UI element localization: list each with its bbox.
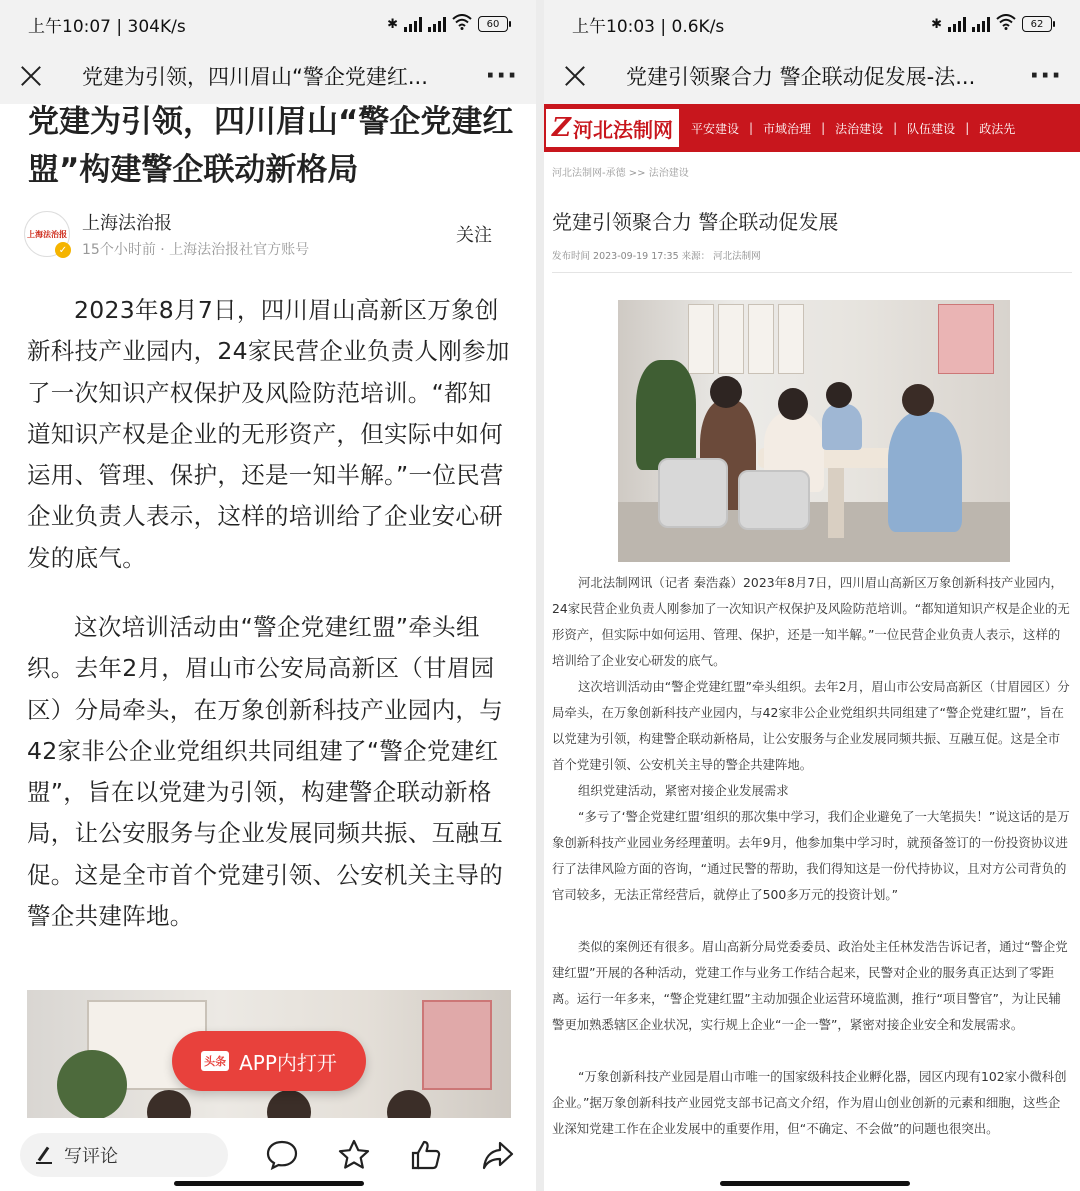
article-subheading: 组织党建活动，紧密对接企业发展需求 <box>578 783 789 798</box>
author-info <box>82 209 456 259</box>
photo-board <box>688 304 714 374</box>
wifi-icon <box>996 14 1016 34</box>
more-menu-button[interactable]: ··· <box>1029 61 1062 91</box>
right-screenshot <box>544 0 1080 1191</box>
status-bar <box>544 0 1080 48</box>
follow-button[interactable]: 关注 <box>456 225 492 246</box>
nav-item[interactable]: 队伍建设 <box>907 121 956 136</box>
photo-poster <box>938 304 994 374</box>
page-title: 党建引领聚合力 警企联动促发展-法... <box>626 65 976 89</box>
site-logo-mark-icon: Z <box>552 113 571 143</box>
status-time: 上午10:03 | 0.6K/s <box>572 16 725 37</box>
home-indicator[interactable] <box>720 1181 910 1186</box>
photo-table-leg <box>828 468 844 538</box>
article-paragraph: “多亏了‘警企党建红盟’组织的那次集中学习，我们企业避免了一大笔损失！”说这话的是万象创新科技产业园业务经理董明。去年9月，他参加集中学习时，就预备签订的一份投资协议进行了法律风险方面的咨询，“通过民警的帮助，我们得知这是一份代持协议，且对方公司背负的官司较多，无法正常经营后，就停止了500多万元的投资计划。” <box>552 809 1070 902</box>
open-in-app-label: APP内打开 <box>239 1050 337 1075</box>
signal-icon <box>948 16 966 32</box>
star-icon[interactable] <box>336 1137 372 1173</box>
site-logo[interactable] <box>546 109 679 147</box>
home-indicator[interactable] <box>174 1181 364 1186</box>
site-nav <box>691 120 1015 137</box>
site-logo-text: 河北法制网 <box>572 117 673 142</box>
photo-wall-poster <box>422 1000 492 1090</box>
status-bar <box>0 0 536 48</box>
article-headline: 党建为引领，四川眉山“警企党建红盟”构建警企联动新格局 <box>28 104 514 188</box>
close-icon[interactable] <box>18 63 44 89</box>
photo-person <box>267 1090 311 1118</box>
photo-person <box>822 404 862 450</box>
status-icons <box>387 14 508 34</box>
battery-icon: 62 <box>1022 16 1052 32</box>
breadcrumb[interactable]: 河北法制网-承德 >> 法治建设 <box>552 168 689 179</box>
article-paragraph: 这次培训活动由“警企党建红盟”牵头组织。去年2月，眉山市公安局高新区（甘眉园区）分局牵头，在万象创新科技产业园内，与42家非公企业党组织共同组建了“警企党建红盟”，旨在以党建为引领，构建警企联动新格局，让公安服务与企业发展同频共振、互融互促。这是全市首个党建引领、公安机关主导的警企共建阵地。 <box>552 679 1070 772</box>
more-menu-button[interactable]: ··· <box>485 61 518 91</box>
avatar-text: 上海法治报 <box>27 229 67 239</box>
panel-divider <box>536 0 544 1191</box>
nav-separator: | <box>893 121 898 135</box>
status-icons <box>931 14 1052 34</box>
battery-icon: 60 <box>478 16 508 32</box>
photo-person-head <box>710 376 742 408</box>
nav-item[interactable]: 政法先 <box>979 121 1016 136</box>
photo-person <box>387 1090 431 1118</box>
wifi-icon <box>452 14 472 34</box>
title-bar <box>0 48 536 104</box>
nav-separator: | <box>749 121 754 135</box>
article-meta: 发布时间 2023-09-19 17:35 来源： 河北法制网 <box>552 251 761 262</box>
photo-board <box>718 304 744 374</box>
nav-item[interactable]: 法治建设 <box>835 121 884 136</box>
signal-icon-2 <box>428 16 446 32</box>
nav-separator: | <box>965 121 970 135</box>
photo-person-head <box>902 384 934 416</box>
author-row <box>24 208 514 260</box>
photo-board <box>748 304 774 374</box>
comment-bubble-icon[interactable] <box>264 1137 300 1173</box>
thumbs-up-icon[interactable] <box>408 1137 444 1173</box>
nav-item[interactable]: 市域治理 <box>763 121 812 136</box>
photo-board <box>778 304 804 374</box>
nav-separator: | <box>821 121 826 135</box>
signal-icon <box>404 16 422 32</box>
bluetooth-icon: ✱ <box>387 16 398 32</box>
share-icon[interactable] <box>480 1137 516 1173</box>
verified-badge-icon: ✓ <box>55 242 71 258</box>
nav-item[interactable]: 平安建设 <box>690 121 739 136</box>
photo-chair <box>738 470 810 530</box>
status-time: 上午10:07 | 304K/s <box>28 16 186 37</box>
photo-plant <box>636 360 696 470</box>
page-title: 党建为引领，四川眉山“警企党建红... <box>82 65 428 89</box>
article-title: 党建引领聚合力 警企联动促发展 <box>552 210 839 234</box>
avatar[interactable] <box>24 211 70 257</box>
photo-chair <box>658 458 728 528</box>
comment-placeholder: 写评论 <box>64 1145 118 1167</box>
article-paragraph: “万象创新科技产业园是眉山市唯一的国家级科技企业孵化器，园区内现有102家小微科创企业。”据万象创新科技产业园党支部书记高文介绍，作为眉山创业创新的元素和细胞，这些企业深知党建工作在企业发展中的重要作用，但“不确定、不会做”的问题也很突出。 <box>552 1069 1067 1136</box>
left-screenshot <box>0 0 536 1191</box>
photo-person-head <box>826 382 852 408</box>
divider <box>552 272 1072 273</box>
article-paragraph: 2023年8月7日，四川眉山高新区万象创新科技产业园内，24家民营企业负责人刚参加了一次知识产权保护及风险防范培训。“都知道知识产权是企业的无形资产，但实际中如何运用、管理、保护，还是一知半解。”一位民营企业负责人表示，这样的培训给了企业安心研发的底气。 <box>27 296 510 572</box>
photo-person <box>888 412 962 532</box>
open-in-app-button[interactable] <box>172 1031 366 1091</box>
photo-person-head <box>778 388 808 420</box>
article-photo <box>618 300 1010 562</box>
comment-input[interactable] <box>20 1133 228 1177</box>
close-icon[interactable] <box>562 63 588 89</box>
site-header-banner <box>544 104 1080 152</box>
author-name[interactable]: 上海法治报 <box>82 213 172 234</box>
photo-plant <box>57 1050 127 1118</box>
toutiao-logo-icon: 头条 <box>201 1051 229 1071</box>
title-bar <box>544 48 1080 104</box>
bluetooth-icon: ✱ <box>931 16 942 32</box>
article-paragraph: 河北法制网讯（记者 秦浩淼）2023年8月7日，四川眉山高新区万象创新科技产业园内，24家民营企业负责人刚参加了一次知识产权保护及风险防范培训。“都知道知识产权是企业的无形资产，但实际中如何运用、管理、保护，还是一知半解。”一位民营企业负责人表示，这样的培训给了企业安心研发的底气。 <box>552 575 1070 668</box>
photo-person <box>147 1090 191 1118</box>
pen-icon <box>36 1146 54 1164</box>
article-paragraph: 类似的案例还有很多。眉山高新分局党委委员、政治处主任林发浩告诉记者，通过“警企党建红盟”开展的各种活动，党建工作与业务工作结合起来，民警对企业的服务真正达到了零距离。运行一年多来，“警企党建红盟”主动加强企业运营环境监测，推行“项目警官”，为让民辅警更加熟悉辖区企业状况，实行规上企业“一企一警”，紧密对接企业安全和发展需求。 <box>552 939 1068 1032</box>
article-paragraph: 这次培训活动由“警企党建红盟”牵头组织。去年2月，眉山市公安局高新区（甘眉园区）分局牵头，在万象创新科技产业园内，与42家非公企业党组织共同组建了“警企党建红盟”，旨在以党建为引领，构建警企联动新格局，让公安服务与企业发展同频共振、互融互促。这是全市首个党建引领、公安机关主导的警企共建阵地。 <box>27 613 503 931</box>
author-meta: 15个小时前 · 上海法治报社官方账号 <box>82 242 310 258</box>
signal-icon-2 <box>972 16 990 32</box>
